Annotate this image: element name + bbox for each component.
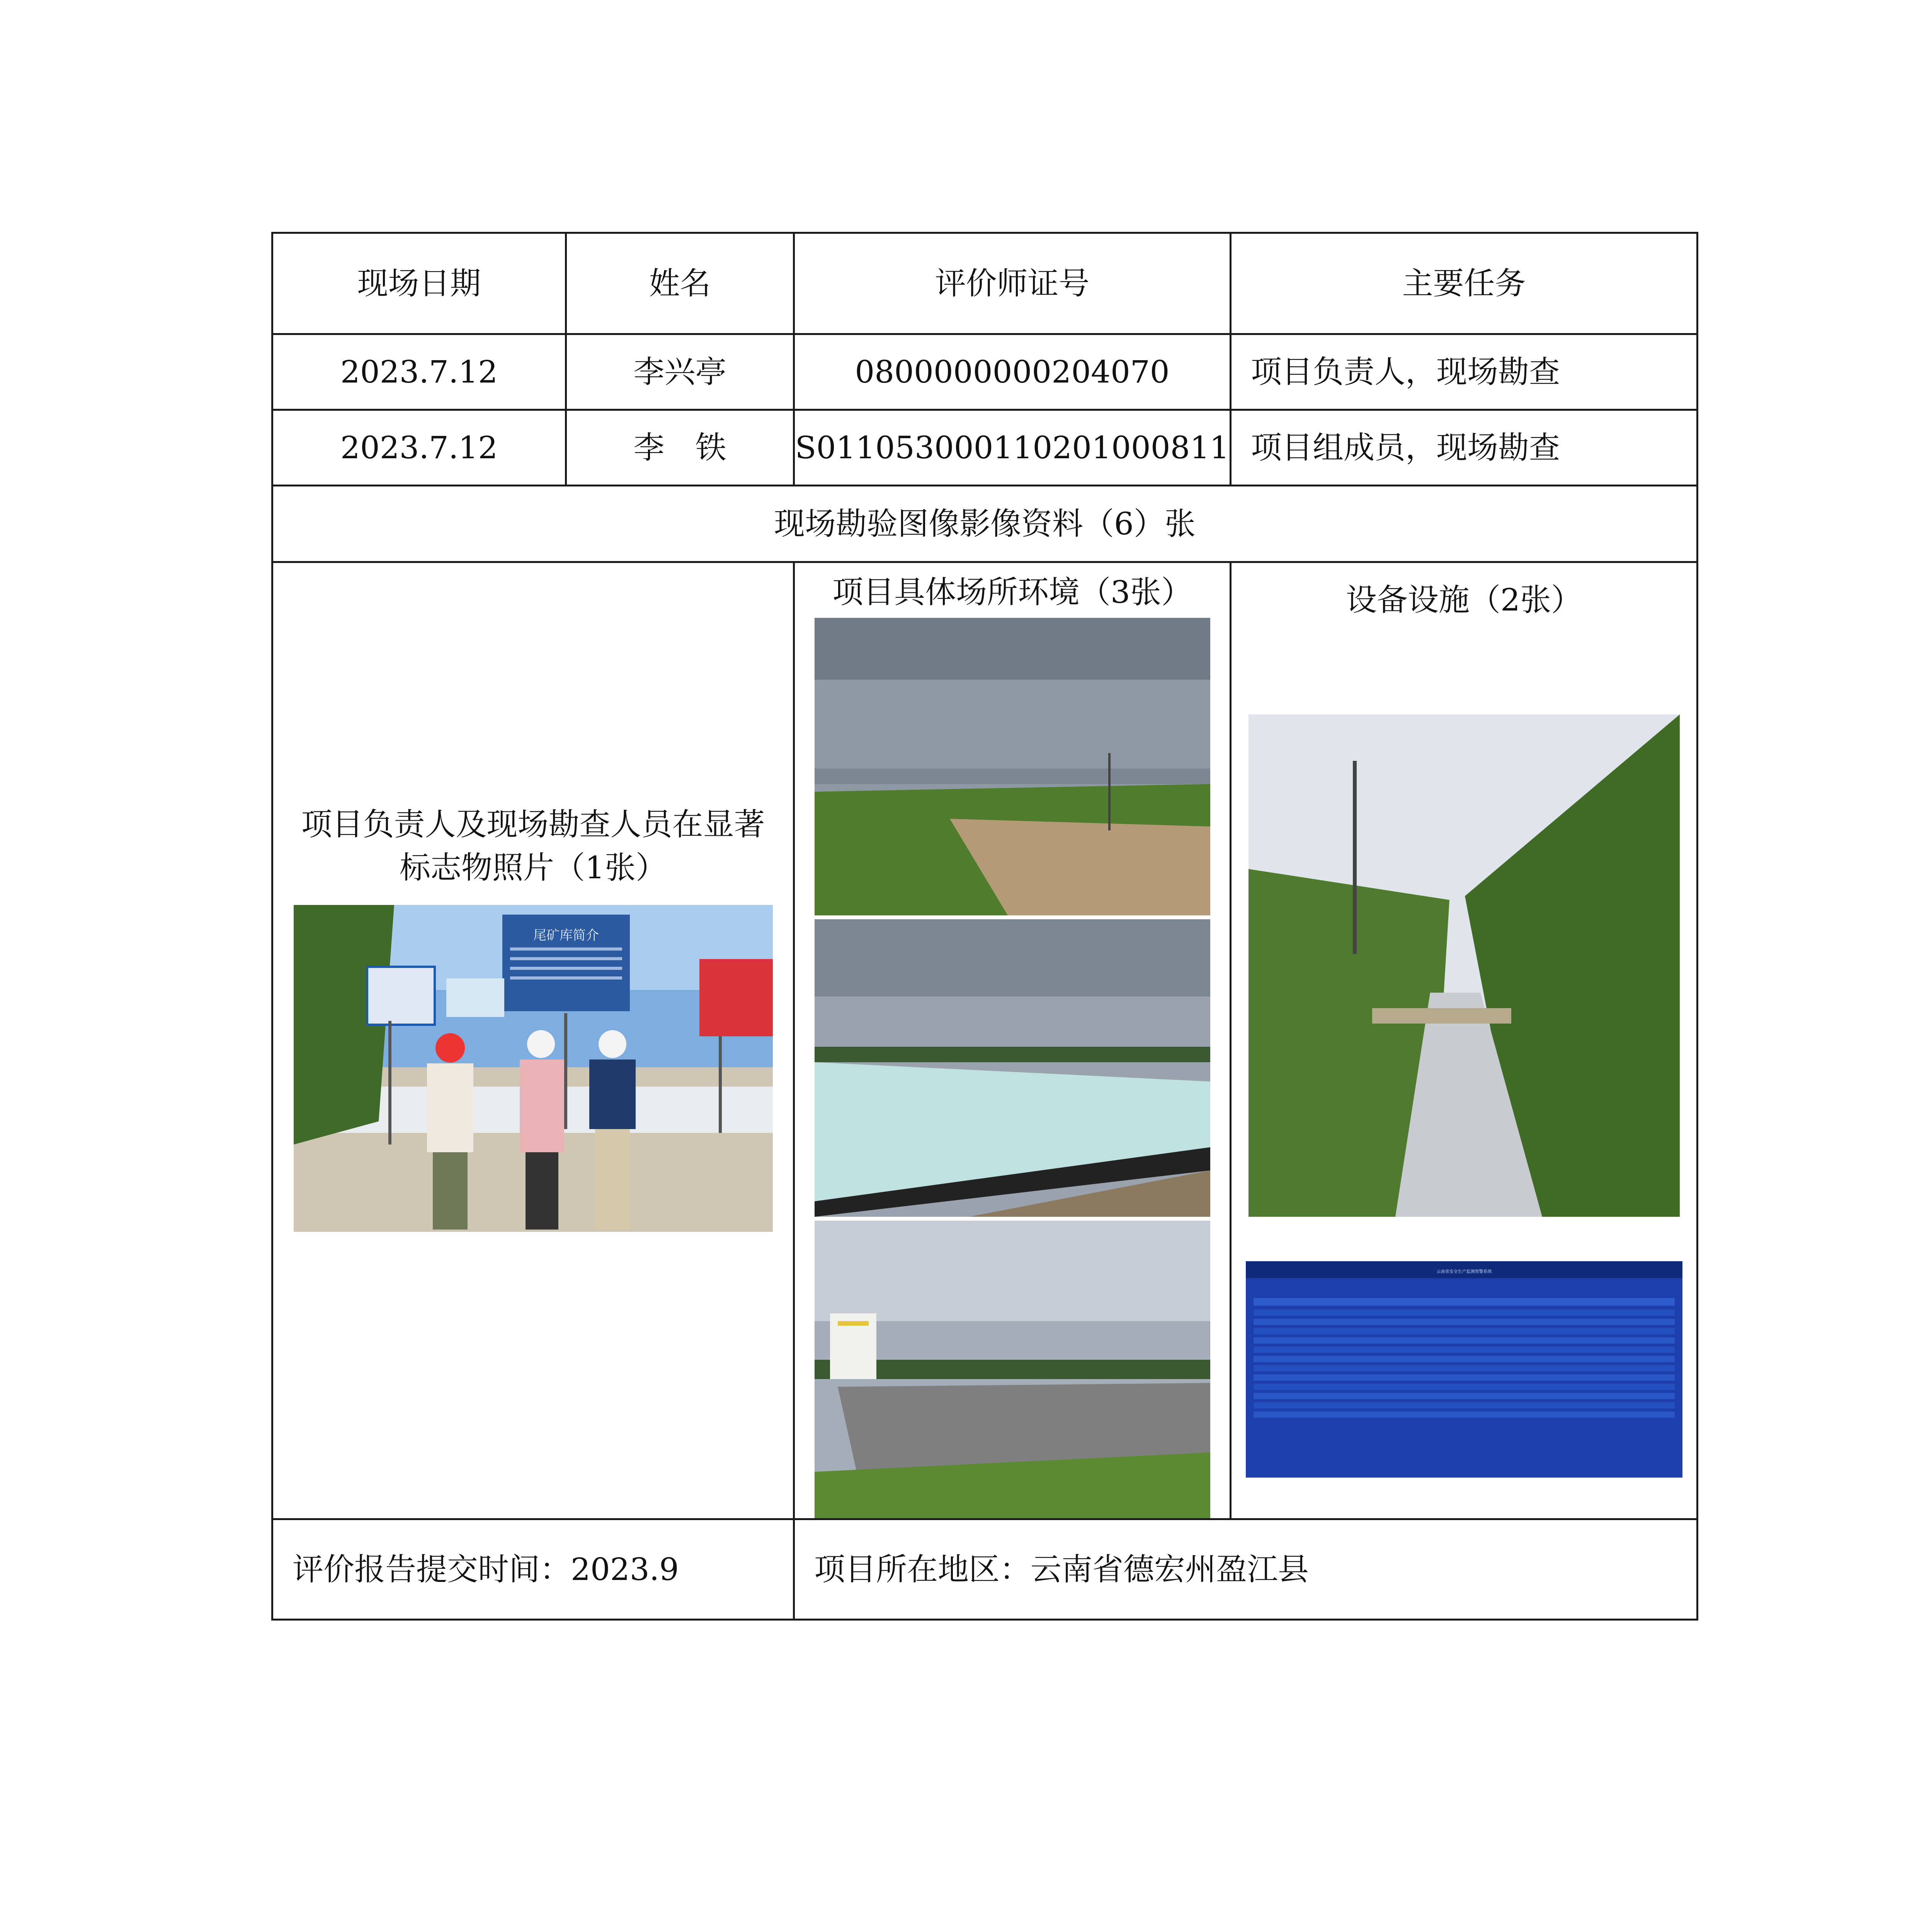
media-title: 现场勘验图像影像资料（6）张 [272,486,1698,562]
row2-name: 李 铁 [566,410,794,486]
table-row [272,410,1698,486]
sign-board-title: 尾矿库简介 [533,928,599,943]
personnel-caption: 项目负责人及现场勘查人员在显著标志物照片（1张） [301,806,765,886]
row1-name: 李兴亭 [566,334,794,410]
screen-title: 云南省安全生产监测预警系统 [1436,1269,1492,1274]
row1-task: 项目负责人，现场勘查 [1231,334,1698,410]
report-submit-time: 评价报告提交时间：2023.9 [272,1519,794,1620]
row1-date: 2023.7.12 [272,334,566,410]
environment-caption: 项目具体场所环境（3张） [832,574,1192,610]
equipment-photo-cell [1231,562,1698,1519]
header-date: 现场日期 [272,233,566,334]
header-task: 主要任务 [1231,233,1698,334]
row2-task: 项目组成员，现场勘查 [1231,410,1698,486]
equipment-caption: 设备设施（2张） [1346,582,1582,618]
header-name: 姓名 [566,233,794,334]
personnel-photo-cell [272,562,794,1519]
row2-date: 2023.7.12 [272,410,566,486]
monitoring-system-screenshot [1246,1261,1682,1478]
equipment-photo-channel [1249,714,1680,1217]
row2-cert: S011053000110201000811 [794,410,1231,486]
header-cert: 评价师证号 [794,233,1231,334]
site-inspection-table [271,232,1698,1621]
personnel-photo [294,905,773,1232]
row1-cert: 0800000000204070 [794,334,1231,410]
environment-photo-2 [815,919,1210,1217]
environment-photo-3 [815,1221,1210,1518]
project-location: 项目所在地区：云南省德宏州盈江县 [794,1519,1698,1620]
environment-photo-cell [794,562,1231,1519]
environment-photo-1 [815,618,1210,915]
table-row [272,334,1698,410]
